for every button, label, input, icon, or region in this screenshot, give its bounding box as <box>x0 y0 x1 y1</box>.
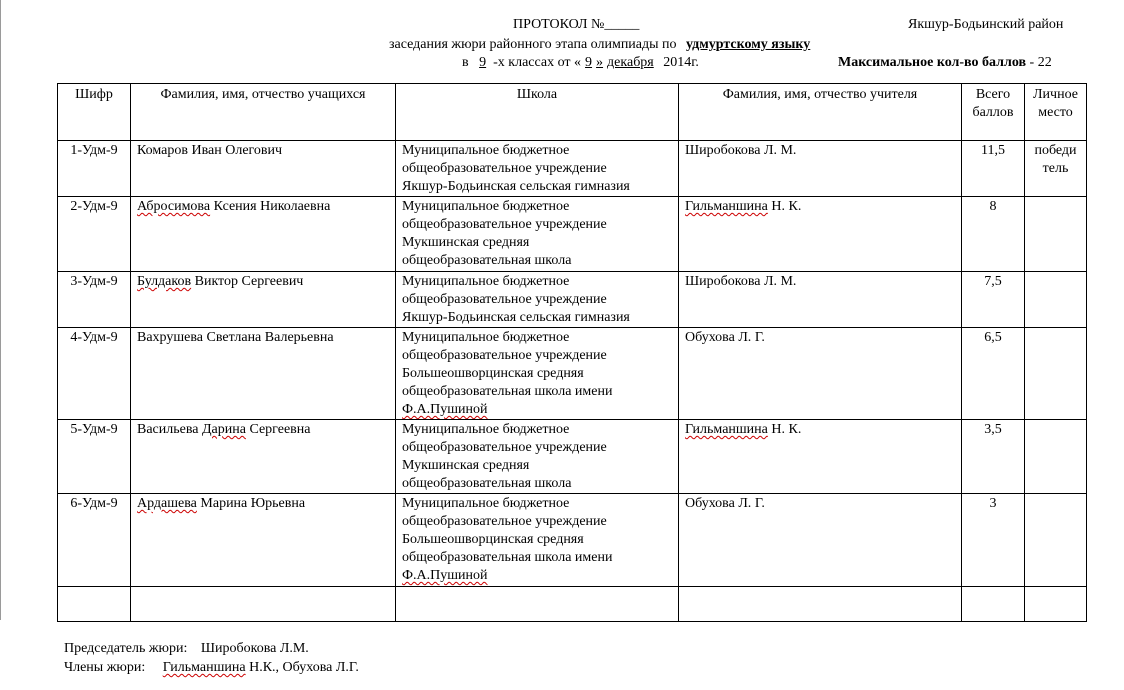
header-line-2-prefix: заседания жюри районного этапа олимпиады по <box>389 37 677 52</box>
header-line-2 <box>389 37 820 53</box>
protocol-title: ПРОТОКОЛ №_____ <box>513 17 640 32</box>
cell-empty <box>962 587 1025 622</box>
max-score <box>838 55 1052 71</box>
school-line: Большеошворцинская средняя <box>402 532 584 547</box>
col-header-school: Школа <box>396 84 679 141</box>
cell-student: Комаров Иван Олегович <box>131 141 396 197</box>
school-line: общеобразовательная школа <box>402 476 572 491</box>
results-table <box>57 83 1087 622</box>
header-line-3-in: в <box>462 55 469 70</box>
olympiad-subject: удмуртскому языку <box>686 37 811 52</box>
cell-school <box>396 494 679 587</box>
table-row <box>58 328 1087 420</box>
cell-teacher: Широбокова Л. М. <box>679 272 962 328</box>
cell-student: Васильева Дарина Сергеевна <box>131 420 396 494</box>
cell-teacher: Обухова Л. Г. <box>679 494 962 587</box>
table-row <box>58 141 1087 197</box>
jury-chair-name: Широбокова Л.М. <box>200 641 309 656</box>
cell-score: 7,5 <box>962 272 1025 328</box>
school-line: общеобразовательное учреждение <box>402 217 607 232</box>
col-header-student: Фамилия, имя, отчество учащихся <box>131 84 396 141</box>
cell-school <box>396 420 679 494</box>
protocol-month: декабря <box>607 55 654 70</box>
cell-school <box>396 328 679 420</box>
table-row-empty <box>58 587 1087 622</box>
cell-place <box>1025 197 1087 272</box>
cell-score: 3 <box>962 494 1025 587</box>
school-line: Мукшинская средняя <box>402 235 530 250</box>
cell-school <box>396 141 679 197</box>
school-line: Муниципальное бюджетное <box>402 274 570 289</box>
cell-code: 4-Удм-9 <box>58 328 131 420</box>
max-score-label: Максимальное кол-во баллов <box>838 55 1027 70</box>
cell-empty <box>1025 587 1087 622</box>
cell-place <box>1025 420 1087 494</box>
cell-place <box>1025 494 1087 587</box>
school-line: общеобразовательная школа имени <box>402 550 613 565</box>
table-row <box>58 197 1087 272</box>
col-header-code: Шифр <box>58 84 131 141</box>
col-header-teacher: Фамилия, имя, отчество учителя <box>679 84 962 141</box>
school-line: Муниципальное бюджетное <box>402 422 570 437</box>
cell-teacher: Широбокова Л. М. <box>679 141 962 197</box>
cell-student: Вахрушева Светлана Валерьевна <box>131 328 396 420</box>
jury-chair-label: Председатель жюри: <box>64 641 188 656</box>
header-line-3-close: » <box>596 55 604 70</box>
cell-code: 1-Удм-9 <box>58 141 131 197</box>
school-line: Муниципальное бюджетное <box>402 143 570 158</box>
school-line: Большеошворцинская средняя <box>402 366 584 381</box>
cell-score: 8 <box>962 197 1025 272</box>
header-line-3 <box>462 55 699 71</box>
school-line: общеобразовательная школа <box>402 253 572 268</box>
school-line: общеобразовательное учреждение <box>402 514 607 529</box>
col-header-score: Всего баллов <box>962 84 1025 141</box>
school-line: общеобразовательное учреждение <box>402 292 607 307</box>
school-line: общеобразовательное учреждение <box>402 348 607 363</box>
school-line: Ф.А.Пушиной <box>402 568 488 583</box>
cell-teacher: Гильманшина Н. К. <box>679 197 962 272</box>
table-row <box>58 420 1087 494</box>
cell-student: Булдаков Виктор Сергеевич <box>131 272 396 328</box>
cell-student: Ардашева Марина Юрьевна <box>131 494 396 587</box>
school-line: Якшур-Бодьинская сельская гимназия <box>402 179 630 194</box>
district-name: Якшур-Бодьинский район <box>908 17 1064 32</box>
school-line: общеобразовательное учреждение <box>402 161 607 176</box>
cell-student: Абросимова Ксения Николаевна <box>131 197 396 272</box>
jury-members-rest: Н.К., Обухова Л.Г. <box>245 660 359 675</box>
cell-score: 3,5 <box>962 420 1025 494</box>
cell-code: 2-Удм-9 <box>58 197 131 272</box>
cell-code: 3-Удм-9 <box>58 272 131 328</box>
school-line: Муниципальное бюджетное <box>402 330 570 345</box>
cell-teacher: Гильманшина Н. К. <box>679 420 962 494</box>
jury-chair <box>64 641 309 657</box>
cell-score: 11,5 <box>962 141 1025 197</box>
table-row <box>58 494 1087 587</box>
cell-place <box>1025 328 1087 420</box>
protocol-day: 9 <box>585 55 593 70</box>
cell-place: победи тель <box>1025 141 1087 197</box>
cell-teacher: Обухова Л. Г. <box>679 328 962 420</box>
cell-code: 6-Удм-9 <box>58 494 131 587</box>
jury-members-label: Члены жюри: <box>64 660 146 675</box>
protocol-year: 2014г. <box>663 55 699 70</box>
jury-members-name-1: Гильманшина <box>162 660 246 675</box>
header-line-3-classes: -х классах от « <box>493 55 582 70</box>
school-line: Муниципальное бюджетное <box>402 496 570 511</box>
jury-members <box>64 660 359 676</box>
table-row <box>58 272 1087 328</box>
cell-empty <box>131 587 396 622</box>
cell-empty <box>396 587 679 622</box>
school-line: Якшур-Бодьинская сельская гимназия <box>402 310 630 325</box>
cell-empty <box>679 587 962 622</box>
cell-school <box>396 197 679 272</box>
table-header-row <box>58 84 1087 141</box>
school-line: общеобразовательная школа имени <box>402 384 613 399</box>
cell-code: 5-Удм-9 <box>58 420 131 494</box>
school-line: общеобразовательное учреждение <box>402 440 607 455</box>
grade-number: 9 <box>479 55 487 70</box>
cell-empty <box>58 587 131 622</box>
max-score-value: - 22 <box>1029 55 1052 70</box>
school-line: Муниципальное бюджетное <box>402 199 570 214</box>
cell-school <box>396 272 679 328</box>
col-header-place: Личное место <box>1025 84 1087 141</box>
cell-score: 6,5 <box>962 328 1025 420</box>
cell-place <box>1025 272 1087 328</box>
page-left-border <box>0 0 1 620</box>
school-line: Ф.А.Пушиной <box>402 402 488 417</box>
school-line: Мукшинская средняя <box>402 458 530 473</box>
